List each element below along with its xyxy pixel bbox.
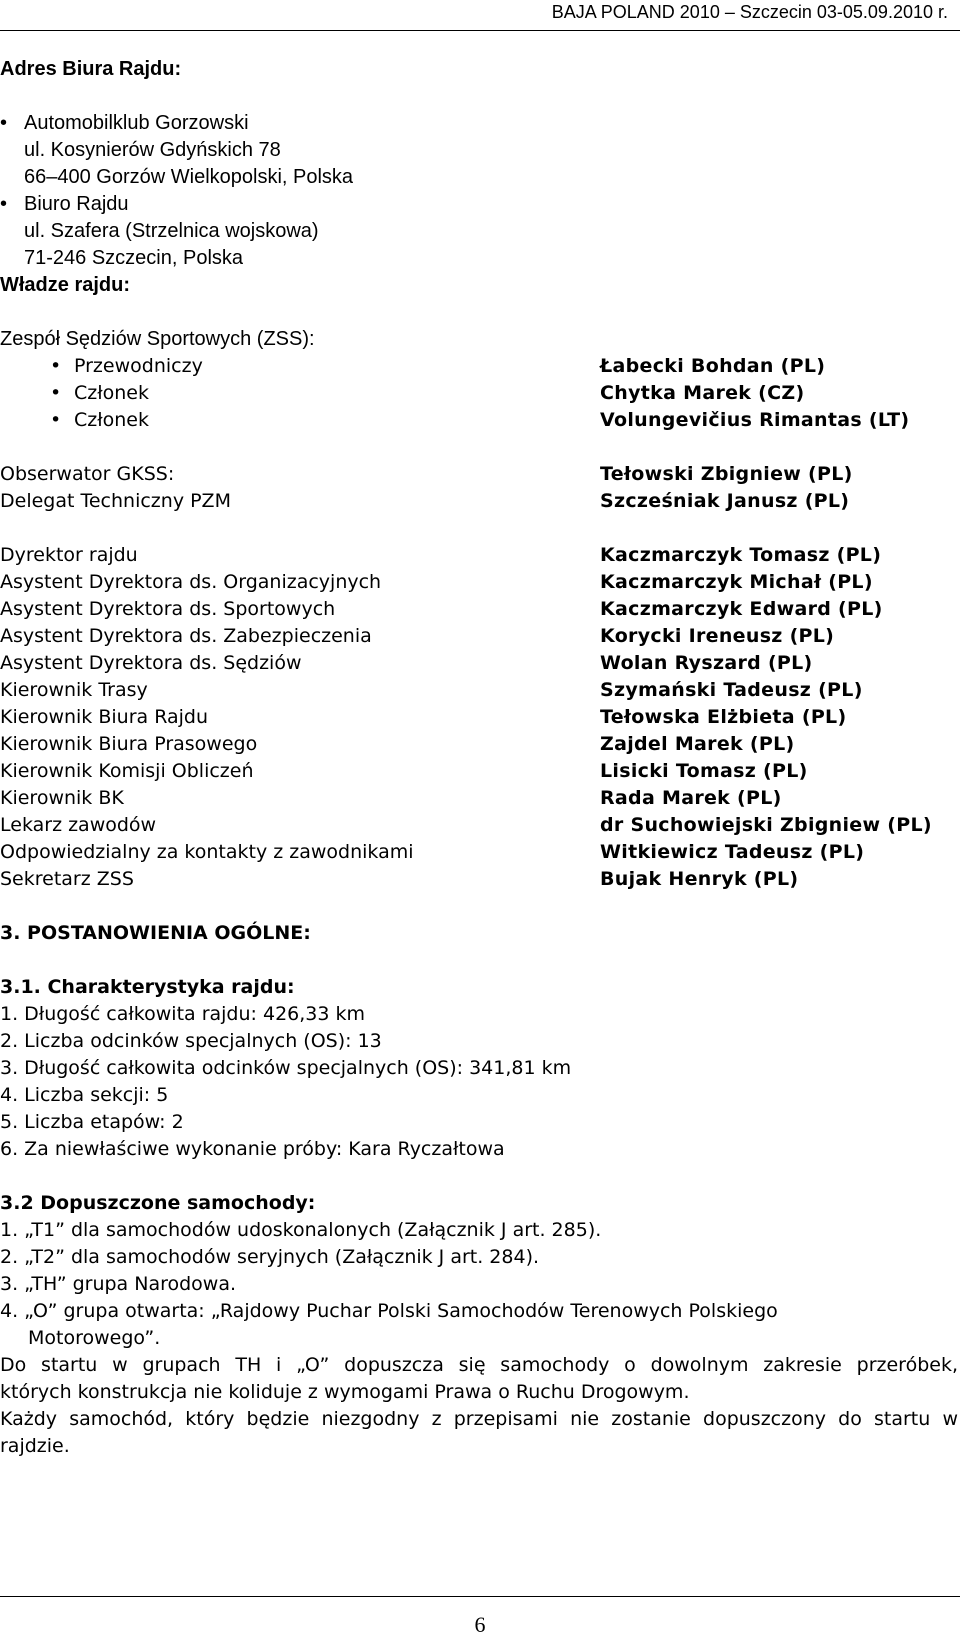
office-item-1-line-1: • Automobilklub Gorzowski <box>24 110 249 136</box>
jury-name-1: Łabecki Bohdan (PL) <box>600 355 826 377</box>
header-divider <box>0 30 960 31</box>
cars-item: 2. „T2” dla samochodów seryjnych (Załącznik J art. 284). <box>0 1246 540 1268</box>
official-role: Asystent Dyrektora ds. Organizacyjnych <box>0 571 382 593</box>
official-name: Kaczmarczyk Michał (PL) <box>600 571 873 593</box>
official-role: Kierownik Komisji Obliczeń <box>0 760 254 782</box>
official-name: Witkiewicz Tadeusz (PL) <box>600 841 865 863</box>
official-name: Bujak Henryk (PL) <box>600 868 799 890</box>
official-role: Odpowiedzialny za kontakty z zawodnikami <box>0 841 414 863</box>
cars-paragraph-1-line-2: których konstrukcja nie koliduje z wymogami Prawa o Ruchu Drogowym. <box>0 1381 690 1403</box>
official-role: Asystent Dyrektora ds. Sędziów <box>0 652 302 674</box>
observer-name-2: Szcześniak Janusz (PL) <box>600 490 850 512</box>
official-role: Asystent Dyrektora ds. Zabezpieczenia <box>0 625 372 647</box>
official-name: Zajdel Marek (PL) <box>600 733 795 755</box>
official-name: Korycki Ireneusz (PL) <box>600 625 835 647</box>
characteristics-heading: 3.1. Charakterystyka rajdu: <box>0 976 295 998</box>
official-name: Kaczmarczyk Tomasz (PL) <box>600 544 882 566</box>
cars-heading: 3.2 Dopuszczone samochody: <box>0 1192 316 1214</box>
official-name: Wolan Ryszard (PL) <box>600 652 813 674</box>
official-role: Kierownik BK <box>0 787 124 809</box>
jury-role-3: • Członek <box>74 407 149 433</box>
official-role: Lekarz zawodów <box>0 814 157 836</box>
official-name: Rada Marek (PL) <box>600 787 782 809</box>
office-item-2-line-3: 71-246 Szczecin, Polska <box>24 247 244 269</box>
characteristics-item: 2. Liczba odcinków specjalnych (OS): 13 <box>0 1030 382 1052</box>
section3-heading: 3. POSTANOWIENIA OGÓLNE: <box>0 922 311 944</box>
characteristics-item: 5. Liczba etapów: 2 <box>0 1111 184 1133</box>
jury-name-2: Chytka Marek (CZ) <box>600 382 805 404</box>
official-role: Asystent Dyrektora ds. Sportowych <box>0 598 336 620</box>
header-title: BAJA POLAND 2010 – Szczecin 03-05.09.2010 r. <box>551 2 948 22</box>
characteristics-item: 1. Długość całkowita rajdu: 426,33 km <box>0 1003 366 1025</box>
official-name: Szymański Tadeusz (PL) <box>600 679 863 701</box>
office-item-2-line-2: ul. Szafera (Strzelnica wojskowa) <box>24 220 319 242</box>
official-name: Tełowska Elżbieta (PL) <box>600 706 847 728</box>
observer-role-2: Delegat Techniczny PZM <box>0 490 231 512</box>
office-item-2-line-1: • Biuro Rajdu <box>24 191 129 217</box>
cars-paragraph-2-line-1: Każdy samochód, który będzie niezgodny z przepisami nie zostanie dopuszczony do startu w <box>0 1408 958 1430</box>
observer-role-1: Obserwator GKSS: <box>0 463 175 485</box>
office-item-1-line-2: ul. Kosynierów Gdyńskich 78 <box>24 139 281 161</box>
jury-name-3: Volungevičius Rimantas (LT) <box>600 409 910 431</box>
page-number: 6 <box>474 1612 486 1637</box>
cars-item: 1. „T1” dla samochodów udoskonalonych (Załącznik J art. 285). <box>0 1219 602 1241</box>
office-heading: Adres Biura Rajdu: <box>0 58 182 80</box>
characteristics-item: 6. Za niewłaściwe wykonanie próby: Kara Ryczałtowa <box>0 1138 505 1160</box>
official-role: Sekretarz ZSS <box>0 868 134 890</box>
official-role: Kierownik Biura Prasowego <box>0 733 258 755</box>
cars-item: 4. „O” grupa otwarta: „Rajdowy Puchar Polski Samochodów Terenowych Polskiego <box>0 1300 778 1322</box>
cars-item: 3. „TH” grupa Narodowa. <box>0 1273 237 1295</box>
official-role: Kierownik Trasy <box>0 679 148 701</box>
characteristics-item: 3. Długość całkowita odcinków specjalnych (OS): 341,81 km <box>0 1057 572 1079</box>
observer-name-1: Tełowski Zbigniew (PL) <box>600 463 853 485</box>
jury-role-2: • Członek <box>74 380 149 406</box>
official-name: Kaczmarczyk Edward (PL) <box>600 598 883 620</box>
jury-role-1: • Przewodniczy <box>74 353 203 379</box>
footer-divider <box>0 1596 960 1597</box>
official-role: Kierownik Biura Rajdu <box>0 706 209 728</box>
jury-heading: Zespół Sędziów Sportowych (ZSS): <box>0 328 315 350</box>
official-role: Dyrektor rajdu <box>0 544 138 566</box>
cars-paragraph-1-line-1: Do startu w grupach TH i „O” dopuszcza się samochody o dowolnym zakresie przeróbek, <box>0 1354 958 1376</box>
authorities-heading: Władze rajdu: <box>0 274 131 296</box>
official-name: Lisicki Tomasz (PL) <box>600 760 808 782</box>
cars-item-continuation: Motorowego”. <box>28 1327 161 1349</box>
office-item-1-line-3: 66–400 Gorzów Wielkopolski, Polska <box>24 166 354 188</box>
official-name: dr Suchowiejski Zbigniew (PL) <box>600 814 932 836</box>
cars-paragraph-2-line-2: rajdzie. <box>0 1435 70 1457</box>
characteristics-item: 4. Liczba sekcji: 5 <box>0 1084 169 1106</box>
